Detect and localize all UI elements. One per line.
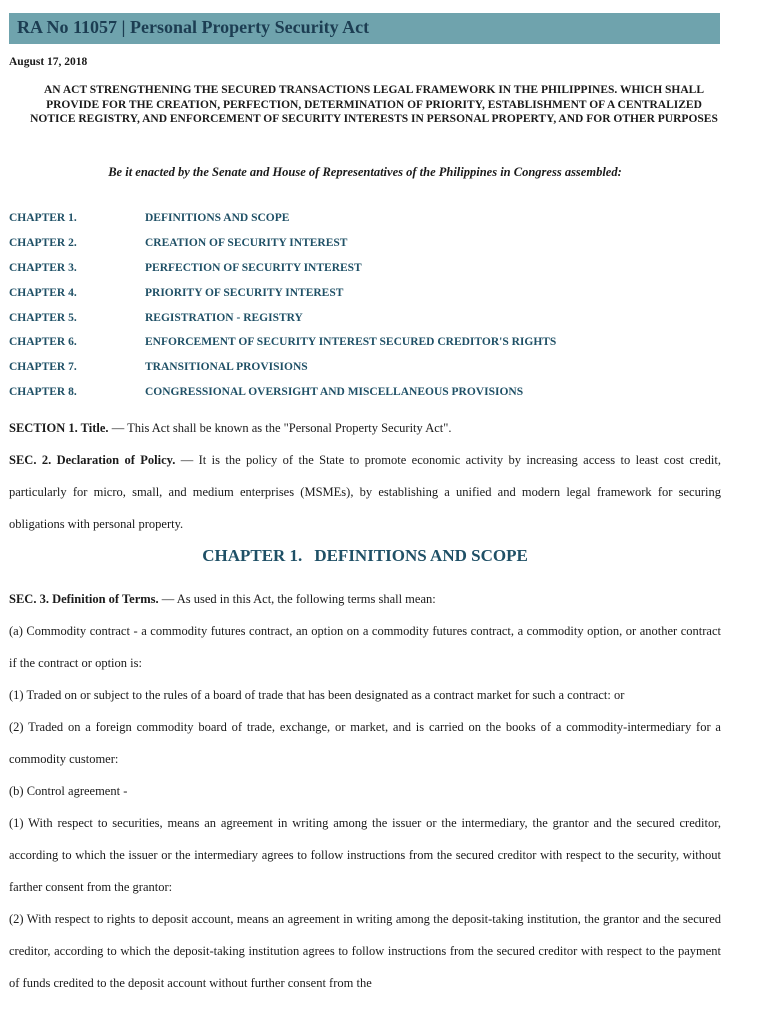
paragraph: (2) With respect to rights to deposit account, means an agreement in writing among the deposit-taking institution, the grantor and the secured creditor, according to which the deposit-taking institution agrees to follow instructions from the secured creditor with respect to the payment of funds credited to the deposit account without further consent from the: [9, 912, 721, 990]
toc-number: CHAPTER 2.: [9, 237, 77, 250]
section-text: — As used in this Act, the following terms shall mean:: [158, 592, 436, 606]
table-of-contents: [9, 206, 729, 404]
toc-item-chapter-6[interactable]: [9, 330, 729, 355]
toc-number: CHAPTER 7.: [9, 361, 77, 374]
toc-title: ENFORCEMENT OF SECURITY INTEREST SECURED CREDITOR'S RIGHTS: [145, 336, 557, 349]
toc-title: REGISTRATION - REGISTRY: [145, 311, 303, 324]
act-long-title: AN ACT STRENGTHENING THE SECURED TRANSACTIONS LEGAL FRAMEWORK IN THE PHILIPPINES. WHICH SHALL PROVIDE FOR THE CREATION, PERFECTION, DETERMINATION OF PRIORITY, ESTABLISHMENT OF A CENTRALIZED NOTICE REGISTRY, AND ENFORCEMENT OF SECURITY INTERESTS IN PERSONAL PROPERTY, AND FOR OTHER PURPOSES: [30, 84, 718, 125]
toc-number: CHAPTER 4.: [9, 286, 77, 299]
section-label: SECTION 1. Title.: [9, 421, 109, 435]
section-text: — It is the policy of the State to promote economic activity by increasing access to least cost credit, particularly for micro, small, and medium enterprises (MSMEs), by establishing a unified and modern legal framework for securing obligations with personal property.: [9, 453, 721, 531]
toc-title: DEFINITIONS AND SCOPE: [145, 212, 290, 225]
toc-number: CHAPTER 6.: [9, 336, 77, 349]
toc-title: CREATION OF SECURITY INTEREST: [145, 237, 348, 250]
chapter-number: CHAPTER 1.: [202, 546, 303, 565]
toc-item-chapter-7[interactable]: [9, 355, 729, 380]
act-date: August 17, 2018: [9, 56, 88, 68]
chapter-heading: [0, 546, 730, 566]
toc-title: TRANSITIONAL PROVISIONS: [145, 361, 308, 374]
section-text: — This Act shall be known as the "Personal Property Security Act".: [108, 421, 452, 435]
paragraph: (b) Control agreement -: [9, 784, 128, 798]
toc-item-chapter-4[interactable]: [9, 280, 729, 305]
paragraph: (1) With respect to securities, means an agreement in writing among the issuer or the intermediary, the grantor and the secured creditor, according to which the issuer or the intermediary agrees to follow instructions from the secured creditor with respect to the security, without farther consent from the grantor:: [9, 816, 721, 894]
toc-item-chapter-5[interactable]: [9, 305, 729, 330]
toc-item-chapter-3[interactable]: [9, 256, 729, 281]
section-label: SEC. 2. Declaration of Policy.: [9, 453, 176, 467]
toc-title: CONGRESSIONAL OVERSIGHT AND MISCELLANEOUS PROVISIONS: [145, 385, 524, 398]
toc-title: PERFECTION OF SECURITY INTEREST: [145, 261, 362, 274]
toc-number: CHAPTER 8.: [9, 385, 77, 398]
toc-number: CHAPTER 3.: [9, 261, 77, 274]
toc-item-chapter-1[interactable]: [9, 206, 729, 231]
paragraph: (1) Traded on or subject to the rules of a board of trade that has been designated as a contract market for such a contract: or: [9, 688, 625, 702]
toc-item-chapter-2[interactable]: [9, 231, 729, 256]
toc-number: CHAPTER 5.: [9, 311, 77, 324]
toc-number: CHAPTER 1.: [9, 212, 77, 225]
toc-title: PRIORITY OF SECURITY INTEREST: [145, 286, 344, 299]
title-banner: [9, 13, 720, 44]
section-1: [9, 412, 721, 540]
section-3: [9, 583, 721, 999]
paragraph: (2) Traded on a foreign commodity board of trade, exchange, or market, and is carried on the books of a commodity-intermediary for a commodity customer:: [9, 720, 721, 766]
enacting-clause: Be it enacted by the Senate and House of Representatives of the Philippines in Congress assembled:: [108, 165, 622, 179]
page-title: RA No 11057 | Personal Property Security Act: [17, 17, 370, 37]
section-label: SEC. 3. Definition of Terms.: [9, 592, 159, 606]
toc-item-chapter-8[interactable]: [9, 380, 729, 405]
chapter-title: DEFINITIONS AND SCOPE: [314, 546, 528, 565]
paragraph: (a) Commodity contract - a commodity futures contract, an option on a commodity futures contract, a commodity option, or another contract if the contract or option is:: [9, 624, 721, 670]
